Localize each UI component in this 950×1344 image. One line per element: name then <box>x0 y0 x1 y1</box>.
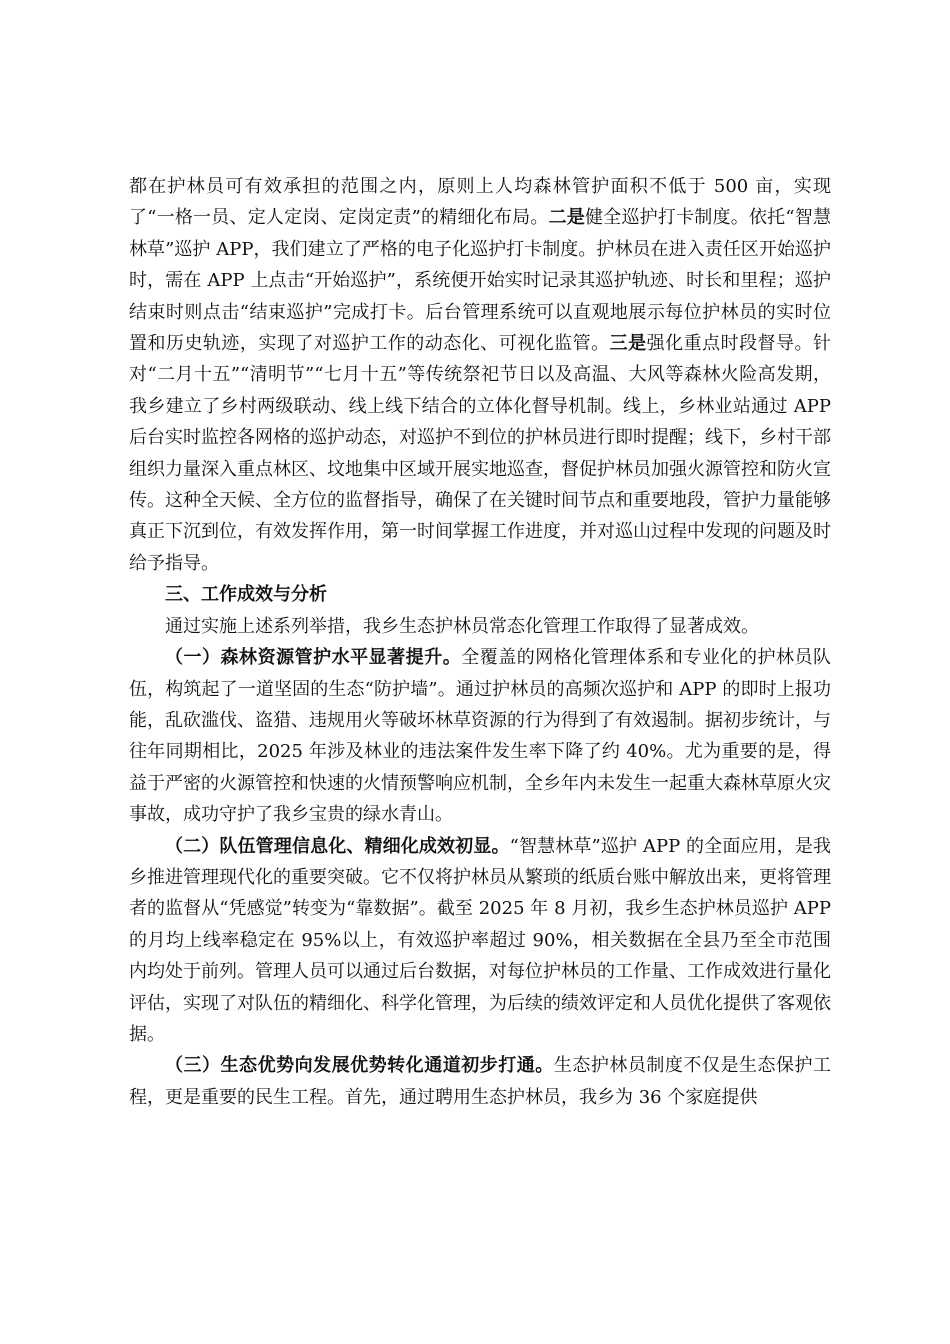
result-item-3-body: 生态护林员制度不仅是生态保护工程，更是重要的民生工程。首先，通过聘用生态护林员，我乡为 36 个家庭提供 <box>129 1055 832 1108</box>
result-item-2-body: “智慧林草”巡护 APP 的全面应用，是我乡推进管理现代化的重要突破。它不仅将护林员从繁琐的纸质台账中解放出来，更将管理者的监督从“凭感觉”转变为“靠数据”。截至 2025 年 8 月初，我乡生态护林员巡护 APP 的月均上线率稳定在 95%以上，有效巡护率超过 90%，相关数据在全县乃至全市范围内均处于前列。管理人员可以通过后台数据，对每位护林员的工作量、工作成效进行量化评估，实现了对队伍的精细化、科学化管理，为后续的绩效评定和人员优化提供了客观依据。 <box>129 835 832 1045</box>
sentence-grid-layout: 都在护林员可有效承担的范围之内，原则上人均森林管护面积不低于 500 亩，实现了“一格一员、定人定岗、定岗定责”的精细化布局。 <box>129 176 831 229</box>
result-item-2 <box>129 831 831 1051</box>
lead-third: 三是 <box>609 333 647 355</box>
section-heading: 三、工作成效与分析 <box>165 584 327 606</box>
result-item-3-title: （三）生态优势向发展优势转化通道初步打通。 <box>165 1055 554 1077</box>
section-intro: 通过实施上述系列举措，我乡生态护林员常态化管理工作取得了显著成效。 <box>165 615 759 637</box>
document-page <box>129 171 831 1113</box>
sentence-patrol-checkin: 健全巡护打卡制度。依托“智慧林草”巡护 APP，我们建立了严格的电子化巡护打卡制度。护林员在进入责任区开始巡护时，需在 APP 上点击“开始巡护”，系统便开始实时记录其巡护轨迹、时长和里程；巡护结束时则点击“结束巡护”完成打卡。后台管理系统可以直观地展示每位护林员的实时位置和历史轨迹，实现了对巡护工作的动态化、可视化监管。 <box>129 207 832 355</box>
result-item-2-title: （二）队伍管理信息化、精细化成效初显。 <box>165 835 510 857</box>
paragraph-inspection-measures <box>129 171 831 579</box>
result-item-1-title: （一）森林资源管护水平显著提升。 <box>165 647 462 669</box>
sentence-key-period-supervision: 强化重点时段督导。针对“二月十五”“清明节”“七月十五”等传统祭祀节日以及高温、大风等森林火险高发期，我乡建立了乡村两级联动、线上线下结合的立体化督导机制。线上，乡林业站通过 APP 后台实时监控各网格的巡护动态，对巡护不到位的护林员进行即时提醒；线下，乡村干部组织力量深入重点林区、坟地集中区域开展实地巡查，督促护林员加强火源管控和防火宣传。这种全天候、全方位的监督指导，确保了在关键时间节点和重要地段，管护力量能够真正下沉到位，有效发挥作用，第一时间掌握工作进度，并对巡山过程中发现的问题及时给予指导。 <box>129 333 832 574</box>
result-item-1 <box>129 642 831 830</box>
result-item-3 <box>129 1050 831 1113</box>
result-item-1-body: 全覆盖的网格化管理体系和专业化的护林员队伍，构筑起了一道坚固的生态“防护墙”。通过护林员的高频次巡护和 APP 的即时上报功能，乱砍滥伐、盗猎、违规用火等破坏林草资源的行为得到了有效遏制。据初步统计，与往年同期相比，2025 年涉及林业的违法案件发生率下降了约 40%。尤为重要的是，得益于严密的火源管控和快速的火情预警响应机制，全乡年内未发生一起重大森林草原火灾事故，成功守护了我乡宝贵的绿水青山。 <box>129 647 832 826</box>
lead-second: 二是 <box>548 207 586 229</box>
